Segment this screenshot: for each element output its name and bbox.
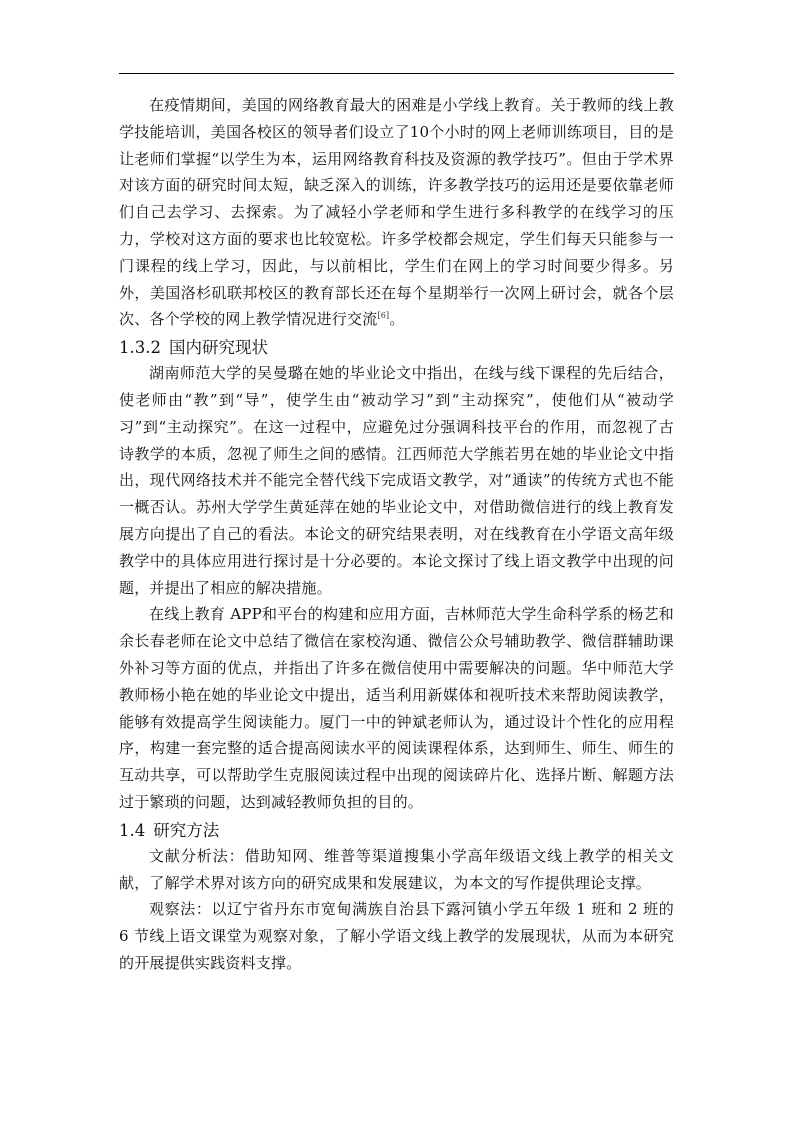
section-number: 1.4 <box>119 820 146 840</box>
paragraph-us-online-education <box>119 92 674 333</box>
citation-ref: [6] <box>377 311 390 321</box>
paragraph-end: 。 <box>389 310 405 329</box>
paragraph-observation-method: 观察法：以辽宁省丹东市宽甸满族自治县下露河镇小学五年级 1 班和 2 班的 6 节线上语文课堂为观察对象，了解小学语文线上教学的发展现状，从而为本研究的开展提供实践资料支撑。 <box>119 900 674 972</box>
paragraph-text: 在疫情期间，美国的网络教育最大的困难是小学线上教育。关于教师的线上教学技能培训，美国各校区的领导者们设立了10个小时的网上老师训练项目，目的是让老师们掌握“以学生为本，运用网络教育科技及资源的教学技巧”。但由于学术界对该方面的研究时间太短，缺乏深入的训练，许多教学技巧的运用还是要依靠老师们自己去学习、去探索。为了减轻小学老师和学生进行多科教学的在线学习的压力，学校对这方面的要求也比较宽松。许多学校都会规定，学生们每天只能参与一门课程的线上学习，因此，与以前相比，学生们在网上的学习时间要少得多。另外，美国洛杉矶联邦校区的教育部长还在每个星期举行一次网上研讨会，就各个层次、各个学校的网上教学情况进行交流 <box>119 96 674 329</box>
header-rule <box>119 73 674 74</box>
section-title: 国内研究现状 <box>168 338 268 358</box>
paragraph-domestic-research-2: 在线上教育 APP和平台的构建和应用方面，吉林师范大学生命科学系的杨艺和余长春老师在论文中总结了微信在家校沟通、微信公众号辅助教学、微信群辅助课外补习等方面的优点，并指出了许多在微信使用中需要解决的问题。华中师范大学教师杨小艳在她的毕业论文中提出，适当利用新媒体和视听技术来帮助阅读教学，能够有效提高学生阅读能力。厦门一中的钟斌老师认为，通过设计个性化的应用程序，构建一套完整的适合提高阅读水平的阅读课程体系，达到师生、师生、师生的互动共享，可以帮助学生克服阅读过程中出现的阅读碎片化、选择片断、解题方法过于繁琐的问题，达到减轻教师负担的目的。 <box>119 605 674 811</box>
section-number: 1.3.2 <box>119 338 161 358</box>
section-title: 研究方法 <box>153 820 220 840</box>
section-heading-1-3-2 <box>119 335 674 360</box>
page-body <box>119 92 674 977</box>
paragraph-literature-method: 文献分析法：借助知网、维普等渠道搜集小学高年级语文线上教学的相关文献，了解学术界对该方向的研究成果和发展建议，为本文的写作提供理论支撑。 <box>119 846 674 892</box>
section-heading-1-4 <box>119 818 674 843</box>
paragraph-domestic-research-1: 湖南师范大学的吴曼璐在她的毕业论文中指出，在线与线下课程的先后结合，使老师由“教”到“导”，使学生由“被动学习”到“主动探究”，使他们从“被动学习”到“主动探究”。在这一过程中，应避免过分强调科技平台的作用，而忽视了古诗教学的本质，忽视了师生之间的感情。江西师范大学熊若男在她的毕业论文中指出，现代网络技术并不能完全替代线下完成语文教学，对“通读”的传统方式也不能一概否认。苏州大学学生黄延萍在她的毕业论文中，对借助微信进行的线上教育发展方向提出了自己的看法。本论文的研究结果表明，对在线教育在小学语文高年级教学中的具体应用进行探讨是十分必要的。本论文探讨了线上语文教学中出现的问题，并提出了相应的解决措施。 <box>119 364 674 597</box>
